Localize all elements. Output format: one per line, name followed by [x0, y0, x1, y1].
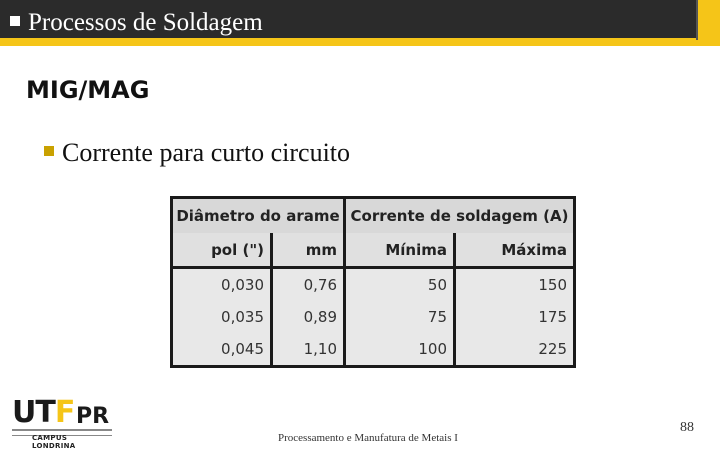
subheader-pol: pol ("): [173, 233, 273, 266]
cell-max: 175: [538, 308, 567, 326]
header-corner-accent: [698, 0, 720, 46]
table-row: [173, 269, 573, 301]
bullet-point: [44, 138, 350, 168]
table-row: [173, 301, 573, 333]
cell-min: 100: [346, 333, 456, 365]
table-header-row: [173, 199, 573, 236]
cell-min: 50: [346, 269, 456, 301]
slide-title: [10, 8, 263, 38]
square-bullet-icon: [10, 16, 20, 26]
logo-wordmark: UTF: [12, 395, 75, 430]
subheader-mm: mm: [273, 233, 346, 266]
cell-pol: 0,035: [173, 301, 273, 333]
page-number: 88: [680, 420, 694, 435]
logo-campus: CAMPUS LONDRINA: [32, 434, 76, 450]
cell-max: 225: [538, 340, 567, 358]
table-row: [173, 333, 573, 365]
current-table: [170, 196, 576, 368]
cell-mm: 0,76: [273, 269, 346, 301]
cell-mm: 0,89: [273, 301, 346, 333]
slide-title-text: Processos de Soldagem: [28, 9, 263, 36]
cell-min: 75: [346, 301, 456, 333]
header-wire-diameter: Diâmetro do arame: [173, 199, 346, 233]
table-subheader-row: [173, 233, 573, 269]
section-subtitle: MIG/MAG: [26, 76, 150, 104]
subheader-min: Mínima: [346, 233, 456, 266]
utfpr-logo: [12, 395, 112, 450]
cell-pol: 0,030: [173, 269, 273, 301]
cell-pol: 0,045: [173, 333, 273, 365]
header-welding-current: Corrente de soldagem (A): [350, 207, 569, 225]
bullet-text: Corrente para curto circuito: [62, 138, 351, 167]
header-accent-strip: [0, 38, 720, 46]
footer-course: Processamento e Manufatura de Metais I: [278, 432, 458, 444]
square-bullet-icon: [44, 146, 54, 156]
logo-pr: PR: [76, 404, 110, 429]
cell-mm: 1,10: [273, 333, 346, 365]
cell-max: 150: [538, 276, 567, 294]
subheader-max: Máxima: [501, 240, 567, 259]
